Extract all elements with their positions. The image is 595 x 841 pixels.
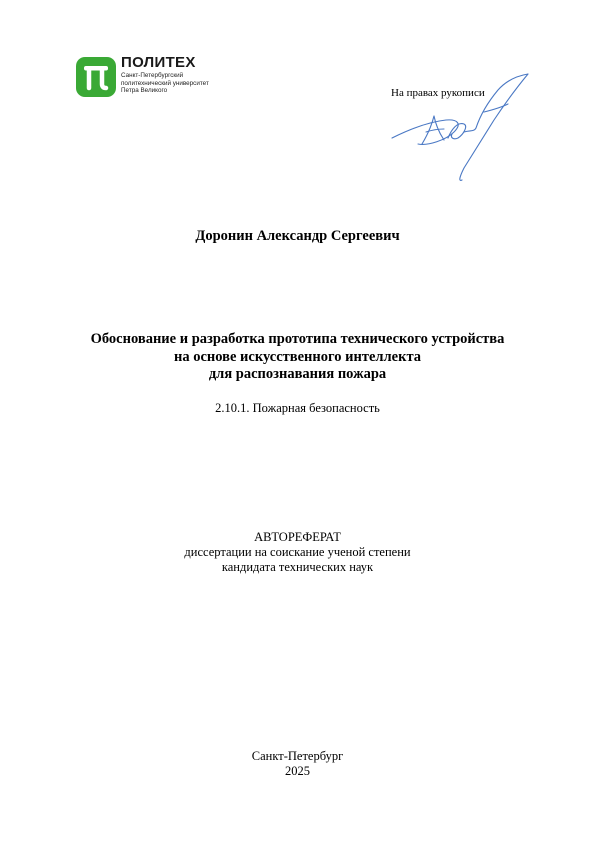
logo-subtitle-line: политехнический университет	[121, 79, 209, 87]
title-line: на основе искусственного интеллекта	[174, 348, 421, 365]
title-line: Обоснование и разработка прототипа технического устройства	[90, 331, 505, 347]
abstract-line: диссертации на соискание ученой степени	[184, 545, 411, 559]
abstract-block	[0, 530, 595, 575]
title-line: для распознавания пожара	[208, 366, 387, 382]
author-name: Доронин Александр Сергеевич	[195, 228, 400, 244]
logo-subtitle-line: Петра Великого	[121, 87, 168, 94]
logo-subtitle-line: Санкт-Петербургский	[121, 72, 184, 79]
author-signature	[388, 72, 533, 187]
imprint	[0, 749, 595, 779]
logo-title: ПОЛИТЕХ	[121, 54, 196, 71]
rights-note: На правах рукописи	[391, 87, 485, 99]
logo-subtitle	[121, 72, 209, 95]
abstract-line: кандидата технических наук	[221, 560, 374, 574]
city: Санкт-Петербург	[251, 749, 344, 763]
dissertation-title	[0, 331, 595, 384]
year: 2025	[285, 764, 310, 778]
abstract-heading: АВТОРЕФЕРАТ	[254, 530, 341, 544]
specialty-code: 2.10.1. Пожарная безопасность	[215, 401, 380, 415]
polytech-pi-icon	[76, 57, 116, 97]
university-logo	[76, 55, 246, 103]
